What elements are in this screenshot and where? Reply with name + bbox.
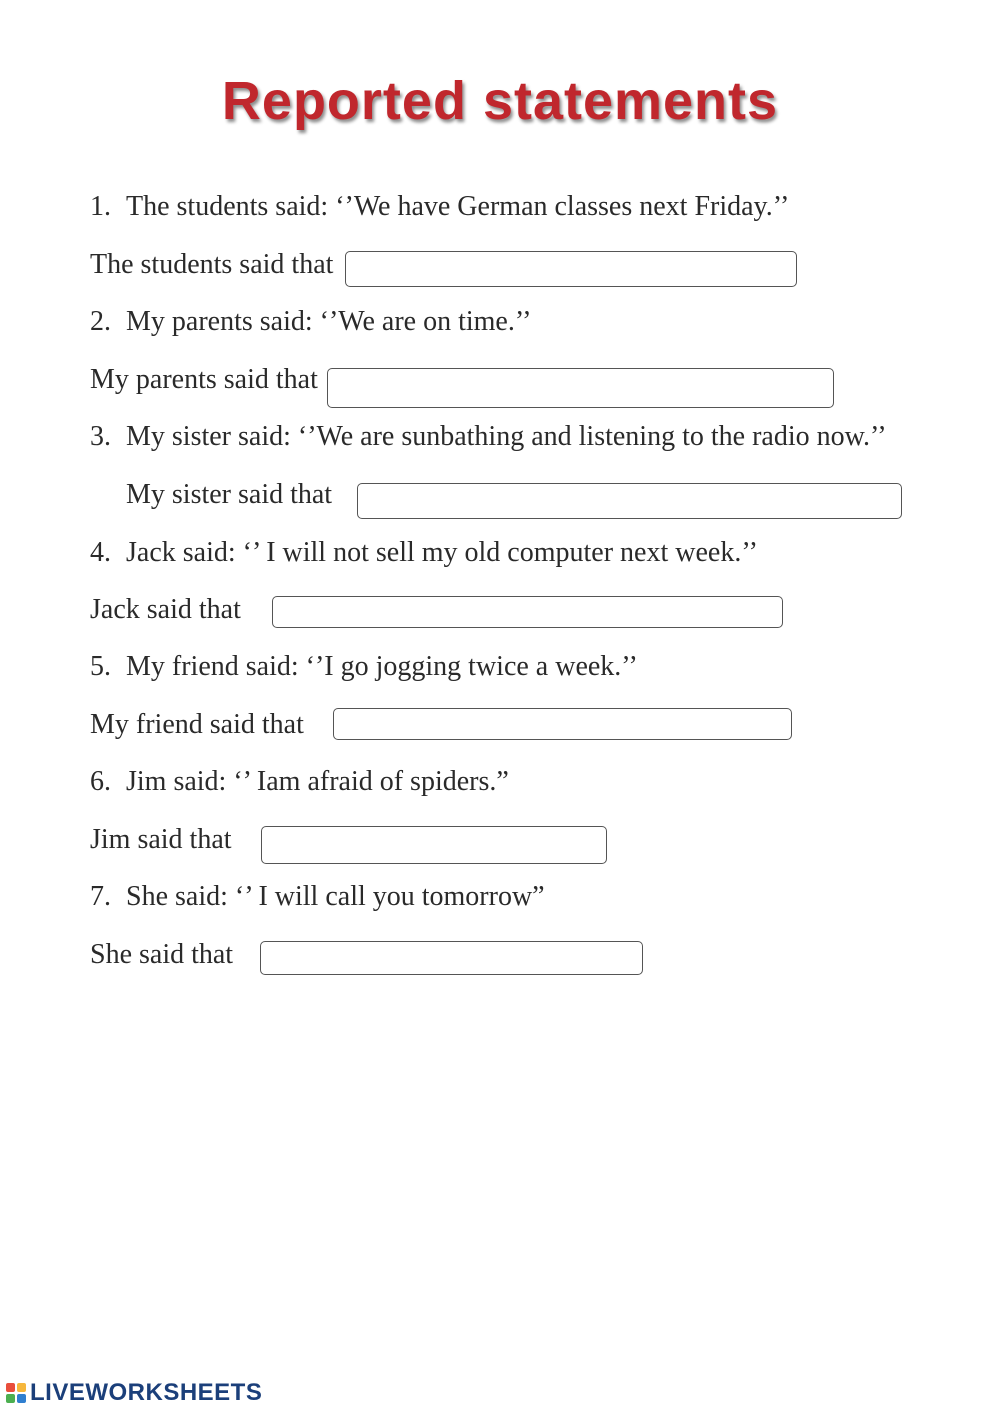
answer-input-3[interactable]	[357, 483, 902, 519]
question-number: 7.	[90, 881, 111, 912]
question-5	[90, 650, 638, 684]
answer-input-4[interactable]	[272, 596, 783, 628]
answer-input-5[interactable]	[333, 708, 792, 740]
question-sentence: My friend said: ‘’I go jogging twice a week.’’	[126, 651, 638, 682]
question-sentence: Jack said: ‘’ I will not sell my old computer next week.’’	[126, 537, 758, 568]
question-number: 6.	[90, 766, 111, 797]
liveworksheets-logo	[6, 1379, 262, 1407]
question-number: 4.	[90, 537, 111, 568]
question-3	[90, 420, 887, 454]
answer-input-2[interactable]	[327, 368, 834, 408]
question-number: 5.	[90, 651, 111, 682]
answer-input-6[interactable]	[261, 826, 607, 864]
logo-icon	[6, 1383, 26, 1403]
question-6	[90, 765, 509, 799]
question-number: 3.	[90, 421, 111, 452]
prompt-5: My friend said that	[90, 709, 304, 740]
prompt-4: Jack said that	[90, 594, 241, 625]
question-sentence: She said: ‘’ I will call you tomorrow”	[126, 881, 545, 912]
answer-input-7[interactable]	[260, 941, 643, 975]
question-sentence: The students said: ‘’We have German classes next Friday.’’	[126, 191, 790, 222]
worksheet-title: Reported statements	[221, 71, 779, 131]
prompt-6: Jim said that	[90, 824, 232, 855]
brand-name: LIVEWORKSHEETS	[30, 1379, 263, 1406]
prompt-3: My sister said that	[126, 479, 333, 510]
question-sentence: Jim said: ‘’ Iam afraid of spiders.”	[126, 766, 509, 797]
prompt-7: She said that	[90, 939, 234, 970]
prompt-2: My parents said that	[90, 364, 318, 395]
question-7	[90, 880, 545, 914]
question-sentence: My parents said: ‘’We are on time.’’	[126, 306, 532, 337]
question-2	[90, 305, 531, 339]
answer-input-1[interactable]	[345, 251, 797, 287]
question-4	[90, 536, 758, 570]
question-number: 2.	[90, 306, 111, 337]
prompt-1: The students said that	[90, 249, 334, 280]
question-number: 1.	[90, 191, 111, 222]
question-sentence: My sister said: ‘’We are sunbathing and listening to the radio now.’’	[126, 421, 887, 452]
question-1	[90, 190, 789, 224]
